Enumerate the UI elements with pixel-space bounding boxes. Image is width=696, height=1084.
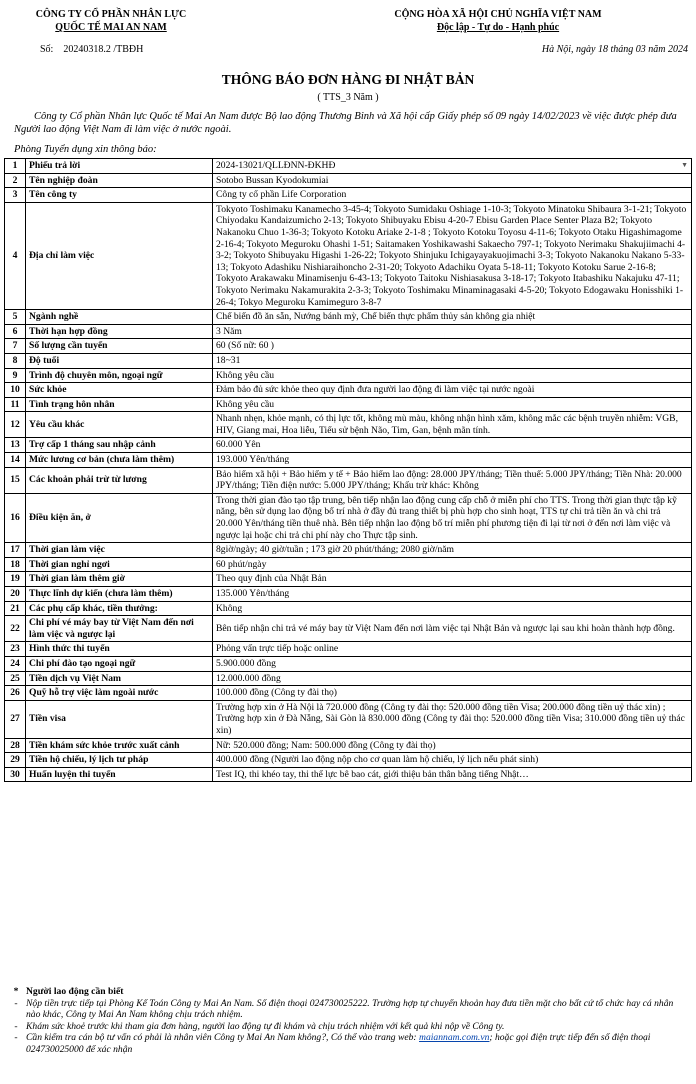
row-number: 26 [5, 686, 26, 701]
note-verify-text-a: Cần kiểm tra cán bộ tư vấn có phải là nhân viên Công ty Mai An Nam không?, Có thể vào trang web: [26, 1032, 420, 1044]
row-number: 25 [5, 671, 26, 686]
reply-number-dropdown[interactable] [213, 159, 692, 174]
table-row [5, 412, 692, 438]
table-row [5, 616, 692, 642]
note-item [6, 1032, 690, 1055]
row-number: 2 [5, 173, 26, 188]
row-label: Trình độ chuyên môn, ngoại ngữ [26, 368, 213, 383]
row-label: Tình trạng hôn nhân [26, 397, 213, 412]
table-row [5, 159, 692, 174]
dropdown-value: 2024-13021/QLLĐNN-ĐKHĐ [216, 160, 336, 171]
document-subtitle: ( TTS_3 Năm ) [317, 92, 379, 103]
row-number: 10 [5, 383, 26, 398]
row-number: 8 [5, 353, 26, 368]
row-label: Phiếu trả lời [26, 159, 213, 174]
row-value: 100.000 đồng (Công ty đài thọ) [213, 686, 692, 701]
row-value: Đảm bảo đủ sức khỏe theo quy định đưa người lao động đi làm việc tại nước ngoài [213, 383, 692, 398]
nation-title: CỘNG HÒA XÃ HỘI CHỦ NGHĨA VIỆT NAM [394, 9, 602, 20]
row-value: 400.000 đồng (Người lao động nộp cho cơ quan làm hộ chiếu, lý lịch nếu phát sinh) [213, 753, 692, 768]
row-label: Số lượng cần tuyển [26, 339, 213, 354]
note-bullet: - [14, 1032, 18, 1044]
notes-section [6, 986, 690, 1056]
row-value: Chế biến đồ ăn sẵn, Nướng bánh mỳ, Chế biến thực phẩm thủy sản không gia nhiệt [213, 310, 692, 325]
row-label: Tiền dịch vụ Việt Nam [26, 671, 213, 686]
row-value: Trong thời gian đào tạo tập trung, bên tiếp nhận lao động cung cấp chỗ ở miễn phí cho TTS. Trong thời gian thực tập kỹ năng, bên sử dụng lao động bố trí nhà ở đầy đủ trang thiết bị phù hợp cho sinh hoạt, TTS tự chi trả tiền ăn và chi trả 20.000 Yên/tháng tiền thuê nhà. Bên tiếp nhận lao động bố trí miễn phí phương tiện đi lại từ nơi ở đến nơi làm việc và ngược lại hoặc chi trả chi phí này cho Thực tập sinh. [213, 493, 692, 542]
table-row [5, 642, 692, 657]
row-value: Nữ: 520.000 đồng; Nam: 500.000 đồng (Công ty đài thọ) [213, 738, 692, 753]
row-number: 19 [5, 572, 26, 587]
row-label: Địa chỉ làm việc [26, 202, 213, 309]
row-label: Các khoản phải trừ từ lương [26, 467, 213, 493]
row-value: Bảo hiểm xã hội + Bảo hiểm y tế + Bảo hiểm lao động: 28.000 JPY/tháng; Tiền thuế: 5.000 JPY/tháng; Tiền Nhà: 20.000 JPY/tháng; Tiền điện nước: 5.000 JPY/tháng; Khấu trừ khác: Không [213, 467, 692, 493]
table-row [5, 453, 692, 468]
row-number: 4 [5, 202, 26, 309]
table-row [5, 686, 692, 701]
row-label: Tên nghiệp đoàn [26, 173, 213, 188]
row-number: 22 [5, 616, 26, 642]
table-row [5, 601, 692, 616]
document-number-value: 20240318.2 /TBĐH [63, 44, 144, 55]
row-label: Trợ cấp 1 tháng sau nhập cảnh [26, 438, 213, 453]
row-label: Tiền khám sức khỏe trước xuất cảnh [26, 738, 213, 753]
intro-paragraph: Công ty Cổ phần Nhân lực Quốc tế Mai An Nam được Bộ lao động Thương Binh và Xã hội cấp Giấy phép số 09 ngày 14/02/2023 về việc được phép đưa Người lao động Việt Nam đi làm việc ở nước ngoài. [14, 111, 677, 135]
row-value: 3 Năm [213, 324, 692, 339]
row-label: Thời gian nghỉ ngơi [26, 557, 213, 572]
table-row [5, 202, 692, 309]
note-verify [26, 1032, 690, 1055]
row-value: 135.000 Yên/tháng [213, 587, 692, 602]
row-number: 11 [5, 397, 26, 412]
row-number: 28 [5, 738, 26, 753]
table-row [5, 493, 692, 542]
row-value: Trường hợp xin ở Hà Nội là 720.000 đồng (Công ty đài thọ: 520.000 đồng tiền Visa; 200.000 đồng tiền uỷ thác xin) ; Trường hợp xin ở Đà Nẵng, Sài Gòn là 830.000 đồng (Công ty đài thọ: 520.000 đồng tiền Visa; 310.000 đồng tiền uỷ thác xin) [213, 700, 692, 738]
row-label: Hình thức thi tuyển [26, 642, 213, 657]
nation-block [318, 8, 678, 34]
notes-heading [6, 986, 690, 998]
row-label: Điều kiện ăn, ở [26, 493, 213, 542]
row-value: 60 phút/ngày [213, 557, 692, 572]
note-health-check: Khám sức khoẻ trước khi tham gia đơn hàng, người lao động tự đi khám và chịu trách nhiệm với kết quả khi nộp về Công ty. [26, 1020, 505, 1032]
row-number: 17 [5, 543, 26, 558]
notes-heading-text: Người lao động cần biết [26, 986, 124, 997]
chevron-down-icon[interactable]: ▼ [681, 161, 688, 169]
row-label: Tên công ty [26, 188, 213, 203]
row-value: Không yêu cầu [213, 368, 692, 383]
table-row [5, 700, 692, 738]
table-row [5, 383, 692, 398]
note-bullet: - [14, 997, 18, 1009]
intro-announcement: Phòng Tuyển dụng xin thông báo: [14, 144, 157, 155]
nation-motto: Độc lập - Tự do - Hạnh phúc [436, 22, 560, 33]
row-number: 21 [5, 601, 26, 616]
row-number: 18 [5, 557, 26, 572]
order-details-table [4, 158, 692, 782]
row-number: 6 [5, 324, 26, 339]
row-value: 18~31 [213, 353, 692, 368]
note-verify-text-b: ; hoặc gọi điện trực tiếp đến số điện thoại 024730025000 để xác nhận [26, 1032, 651, 1055]
row-number: 29 [5, 753, 26, 768]
table-row [5, 587, 692, 602]
row-label: Huấn luyện thi tuyển [26, 767, 213, 782]
table-row [5, 173, 692, 188]
table-row [5, 353, 692, 368]
table-row [5, 753, 692, 768]
row-number: 9 [5, 368, 26, 383]
table-row [5, 188, 692, 203]
website-link[interactable]: maiannam.com.vn [419, 1032, 490, 1044]
note-payment: Nộp tiền trực tiếp tại Phòng Kế Toán Công ty Mai An Nam. Số điện thoại 024730025222. Trường hợp tự chuyển khoản hay đưa tiền mặt cho bất cứ tổ chức hay cá nhân nào khác, Công ty Mai An Nam không chịu trách nhiệm. [26, 997, 674, 1021]
row-label: Tiền hộ chiếu, lý lịch tư pháp [26, 753, 213, 768]
row-value: 60.000 Yên [213, 438, 692, 453]
row-number: 24 [5, 656, 26, 671]
document-date: Hà Nội, ngày 18 tháng 03 năm 2024 [541, 44, 688, 55]
row-value: Phỏng vấn trực tiếp hoặc online [213, 642, 692, 657]
row-value: 60 (Số nữ: 60 ) [213, 339, 692, 354]
row-value: Nhanh nhẹn, khỏe mạnh, có thị lực tốt, không mù màu, không nhận hình xăm, không mắc các bệnh truyền nhiễm: VGB, HIV, Giang mai, Hoa liễu, Tiểu sử bệnh Não, Tim, Gan, bệnh mãn tính. [213, 412, 692, 438]
row-number: 27 [5, 700, 26, 738]
row-label: Thực lĩnh dự kiến (chưa làm thêm) [26, 587, 213, 602]
row-value: 5.900.000 đồng [213, 656, 692, 671]
table-row [5, 467, 692, 493]
table-row [5, 368, 692, 383]
row-value: Không [213, 601, 692, 616]
row-number: 13 [5, 438, 26, 453]
table-row [5, 397, 692, 412]
row-value: Theo quy định của Nhật Bản [213, 572, 692, 587]
row-value: Sotobo Bussan Kyodokumiai [213, 173, 692, 188]
row-number: 20 [5, 587, 26, 602]
row-number: 30 [5, 767, 26, 782]
dropdown-container [216, 160, 688, 172]
document-title: THÔNG BÁO ĐƠN HÀNG ĐI NHẬT BẢN [221, 72, 475, 87]
row-value: Không yêu cầu [213, 397, 692, 412]
row-number: 7 [5, 339, 26, 354]
table-row [5, 324, 692, 339]
table-row [5, 339, 692, 354]
document-number [40, 44, 143, 55]
row-label: Tiền visa [26, 700, 213, 738]
row-number: 23 [5, 642, 26, 657]
note-bullet: - [14, 1020, 18, 1032]
table-row [5, 767, 692, 782]
table-row [5, 656, 692, 671]
row-number: 15 [5, 467, 26, 493]
note-item [6, 998, 690, 1021]
row-number: 5 [5, 310, 26, 325]
row-label: Thời gian làm việc [26, 543, 213, 558]
row-value: Tokyoto Toshimaku Kanamecho 3-45-4; Tokyoto Sumidaku Oshiage 1-10-3; Tokyoto Minatoku Shibaura 3-1-21; Tokyoto Chiyodaku Kandaizumicho 2-13; Tokyoto Shibuyaku Ebisu 4-20-7 Ebisu Garden Place Senter Plaza B2; Tokyoto Nakanoku Chuo 1-36-3; Tokyoto Kotoku Ariake 2-1-8 ; Tokyoto Kotoku Toyosu 4-11-6; Tokyoto Otaku Higashimagome 2-16-4; Tokyoto Meguroku Ohashi 1-51; Saitamaken Yoshikawashi Sakaecho 797-1; Tokyoto Nerimaku Shakujiimachi 4-3-2; Tokyoto Shibuyaku Higashi 1-26-22; Tokyoto Shinjuku Ichigayayakuojimachi 3-3; Tokyoto Nakanoku Nakano 5-33-13; Tokyoto Adashiku Nishiaraihoncho 2-31-20; Tokyoto Adachiku Oyata 5-18-11; Tokyoto Kotoku Sarue 2-16-8; Tokyoto Arakawaku Minamisenju 6-43-13; Tokyoto Taitoku Nishiasakusa 3-18-17; Tokyoto Itabashiku Nakajuku 47-11; Tokyoto Nerimaku Nakamurakita 2-3-3; Tokyoto Toshimaku Minaminagasaki 4-5-20; Tokyoto Edogawaku Honisshiki 1-26-4; Tokyo Meguroku Kamimeguro 3-8-7 [213, 202, 692, 309]
row-number: 3 [5, 188, 26, 203]
row-label: Độ tuổi [26, 353, 213, 368]
row-label: Chi phí đào tạo ngoại ngữ [26, 656, 213, 671]
row-value: Test IQ, thi khéo tay, thi thể lực bê bao cát, giới thiệu bản thân bằng tiếng Nhật… [213, 767, 692, 782]
row-label: Chi phí vé máy bay từ Việt Nam đến nơi làm việc và ngược lại [26, 616, 213, 642]
row-value: Công ty cổ phần Life Corporation [213, 188, 692, 203]
row-number: 14 [5, 453, 26, 468]
row-number: 1 [5, 159, 26, 174]
row-value: 12.000.000 đồng [213, 671, 692, 686]
table-row [5, 310, 692, 325]
note-item [6, 1021, 690, 1033]
table-row [5, 671, 692, 686]
company-block [6, 8, 216, 34]
document-number-label: Số: [40, 44, 54, 55]
company-name-line2: QUỐC TẾ MAI AN NAM [55, 22, 167, 33]
row-value: 193.000 Yên/tháng [213, 453, 692, 468]
row-label: Các phụ cấp khác, tiền thưởng: [26, 601, 213, 616]
row-label: Yêu cầu khác [26, 412, 213, 438]
table-row [5, 543, 692, 558]
table-row [5, 438, 692, 453]
document-header [0, 8, 696, 60]
row-value: Bên tiếp nhận chi trả vé máy bay từ Việt Nam đến nơi làm việc tại Nhật Bản và ngược lại sau khi hoàn thành hợp đồng. [213, 616, 692, 642]
table-row [5, 557, 692, 572]
row-value: 8giờ/ngày; 40 giờ/tuần ; 173 giờ 20 phút/tháng; 2080 giờ/năm [213, 543, 692, 558]
company-name-line1: CÔNG TY CỔ PHẦN NHÂN LỰC [35, 9, 187, 20]
row-label: Thời gian làm thêm giờ [26, 572, 213, 587]
row-number: 16 [5, 493, 26, 542]
notes-heading-bullet: * [13, 986, 19, 997]
row-label: Mức lương cơ bản (chưa làm thêm) [26, 453, 213, 468]
row-number: 12 [5, 412, 26, 438]
row-label: Sức khỏe [26, 383, 213, 398]
row-label: Ngành nghề [26, 310, 213, 325]
row-label: Thời hạn hợp đồng [26, 324, 213, 339]
row-label: Quỹ hỗ trợ việc làm ngoài nước [26, 686, 213, 701]
table-row [5, 738, 692, 753]
table-row [5, 572, 692, 587]
